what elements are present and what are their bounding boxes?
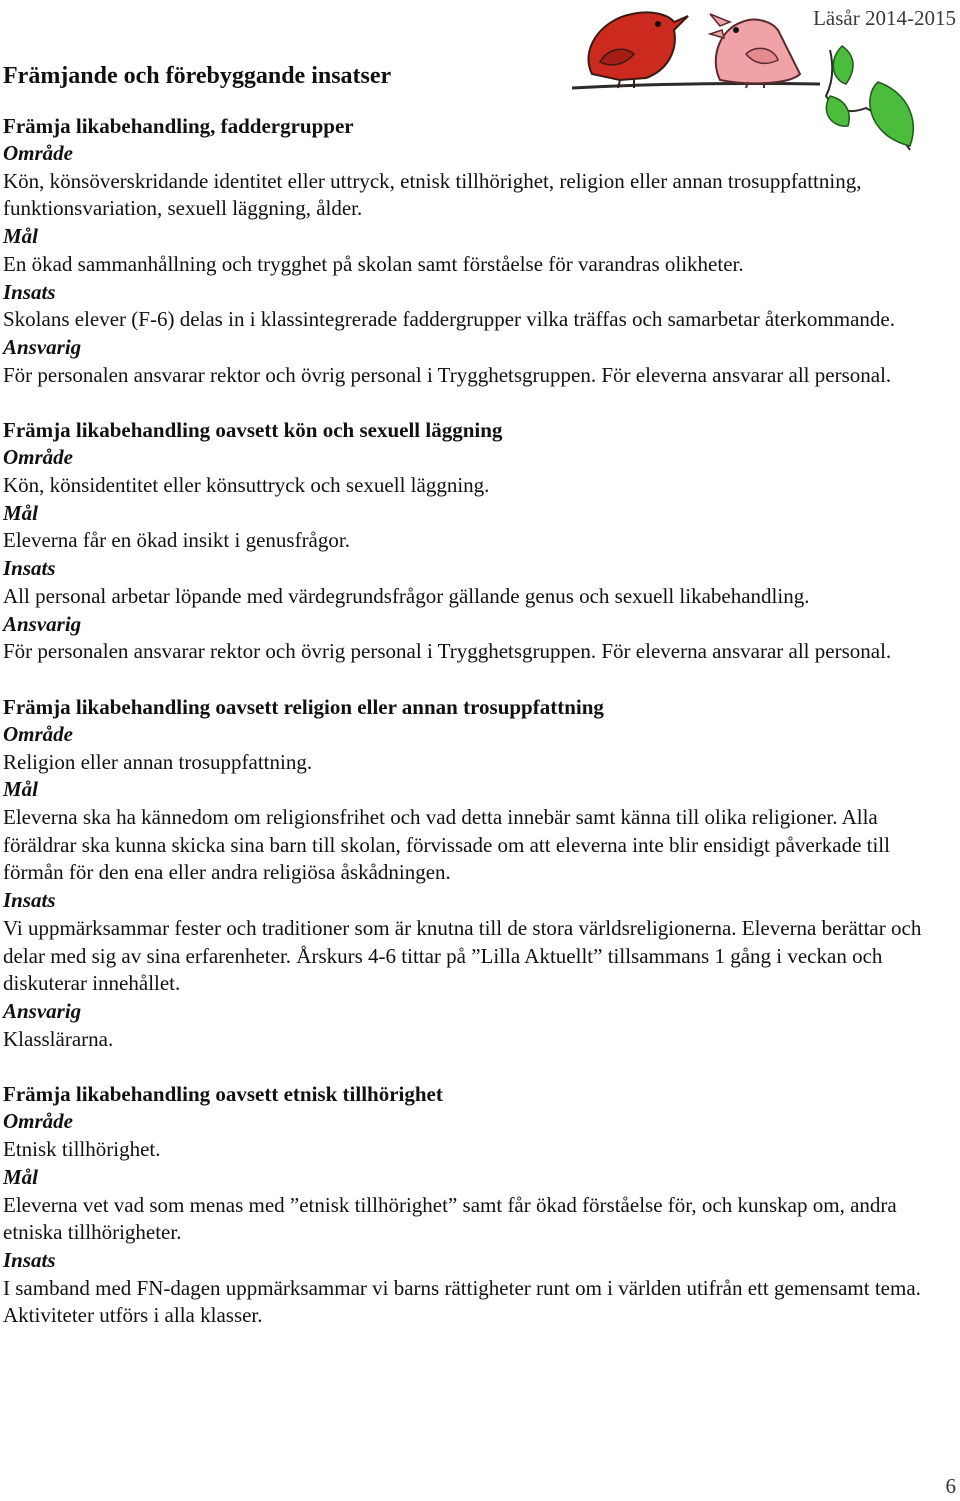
- responsible-text: För personalen ansvarar rektor och övrig personal i Trygghetsgruppen. För eleverna ansvarar all personal.: [3, 639, 892, 664]
- page-title: Främjande och förebyggande insatser: [3, 63, 392, 89]
- page-number: 6: [945, 1474, 956, 1498]
- area-text: Etnisk tillhörighet.: [3, 1137, 161, 1162]
- section-title: Främja likabehandling, faddergrupper: [3, 114, 354, 138]
- action-label: Insats: [3, 1247, 56, 1272]
- goal-text: Eleverna vet vad som menas med ”etnisk tillhörighet” samt får ökad förståelse för, och kunskap om, andra etniska tillhörigheter.: [3, 1192, 897, 1245]
- action-label: Insats: [3, 279, 56, 304]
- section-title: Främja likabehandling oavsett kön och sexuell läggning: [3, 418, 503, 443]
- area-label: Område: [3, 445, 73, 470]
- area-text: Kön, könsöverskridande identitet eller uttryck, etnisk tillhörighet, religion eller annan trosuppfattning, funktionsvariation, sexuell läggning, ålder.: [3, 168, 862, 221]
- document-body: [3, 56, 955, 1357]
- responsible-text: För personalen ansvarar rektor och övrig personal i Trygghetsgruppen. För eleverna ansvarar all personal.: [3, 362, 892, 387]
- action-text: All personal arbetar löpande med värdegrundsfrågor gällande genus och sexuell likabehandling.: [3, 583, 810, 608]
- responsible-label: Ansvarig: [3, 611, 82, 636]
- goal-text: En ökad sammanhållning och trygghet på skolan samt förståelse för varandras olikheter.: [3, 251, 744, 276]
- area-text: Religion eller annan trosuppfattning.: [3, 749, 313, 774]
- responsible-text: Klasslärarna.: [3, 1026, 114, 1051]
- action-text: Vi uppmärksammar fester och traditioner som är knutna till de stora världsreligionerna. Eleverna berättar och delar med sig av sina erfarenheter. Årskurs 4-6 tittar på ”Lilla Aktuellt” tillsammans 1 gång i veckan och diskuterar innehållet.: [3, 915, 922, 996]
- school-year: Läsår 2014-2015: [813, 6, 956, 30]
- section-religion: [3, 693, 955, 1053]
- goal-label: Mål: [3, 1164, 39, 1189]
- section-title: Främja likabehandling oavsett etnisk tillhörighet: [3, 1082, 443, 1107]
- section-title: Främja likabehandling oavsett religion eller annan trosuppfattning: [3, 694, 604, 719]
- section-faddergrupper: [3, 112, 955, 389]
- section-kon-sexuell-laggning: [3, 416, 955, 666]
- responsible-label: Ansvarig: [3, 998, 82, 1023]
- area-text: Kön, könsidentitet eller könsuttryck och sexuell läggning.: [3, 473, 490, 498]
- area-label: Område: [3, 141, 73, 165]
- area-label: Område: [3, 1109, 73, 1134]
- goal-label: Mål: [3, 777, 39, 802]
- action-text: Skolans elever (F-6) delas in i klassintegrerade faddergrupper vilka träffas och samarbetar återkommande.: [3, 307, 895, 332]
- goal-text: Eleverna får en ökad insikt i genusfrågor.: [3, 528, 350, 553]
- action-label: Insats: [3, 888, 56, 913]
- responsible-label: Ansvarig: [3, 334, 82, 359]
- goal-label: Mål: [3, 224, 39, 249]
- action-label: Insats: [3, 556, 56, 581]
- goal-label: Mål: [3, 500, 39, 525]
- goal-text: Eleverna ska ha kännedom om religionsfrihet och vad detta innebär samt känna till olika religioner. Alla föräldrar ska kunna skicka sina barn till skolan, förvissade om att eleverna inte blir ensidigt påverkade till förmån för den ena eller andra religiösa åskådningen.: [3, 805, 890, 885]
- action-text: I samband med FN-dagen uppmärksammar vi barns rättigheter runt om i världen utifrån ett gemensamt tema. Aktiviteter utförs i alla klasser.: [3, 1275, 921, 1328]
- section-etnisk-tillhorighet: [3, 1080, 955, 1330]
- area-label: Område: [3, 721, 73, 746]
